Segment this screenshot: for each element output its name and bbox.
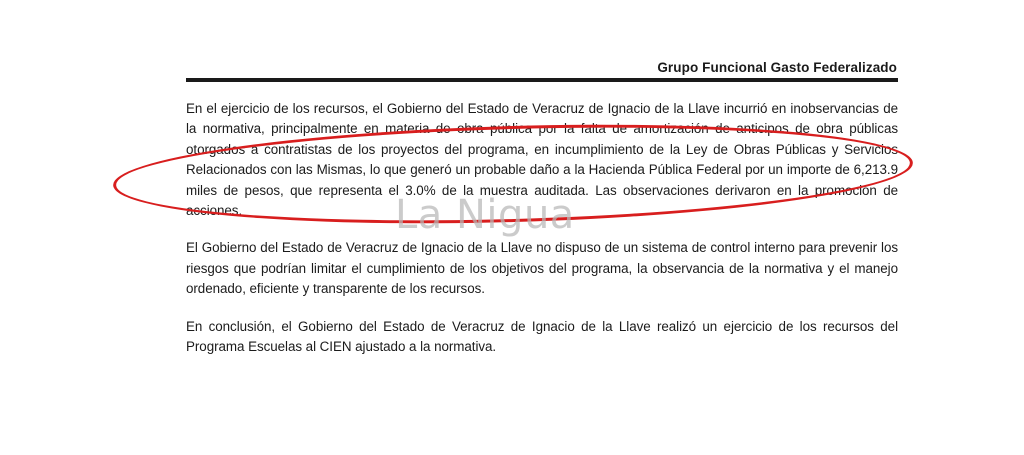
- paragraph-2: El Gobierno del Estado de Veracruz de Ignacio de la Llave no dispuso de un sistema de control interno para prevenir los riesgos que podrían limitar el cumplimiento de los objetivos del programa, la observancia de la normativa y el manejo ordenado, eficiente y transparente de los recursos.: [186, 240, 898, 297]
- paragraph-1: En el ejercicio de los recursos, el Gobierno del Estado de Veracruz de Ignacio de la Llave incurrió en inobservancias de la normativa, principalmente en materia de obra pública por la falta de amortización de anticipos de obra públicas otorgados a contratistas de los proyectos del programa, en incumplimiento de la Ley de Obras Públicas y Servicios Relacionados con las Mismas, lo que generó un probable daño a la Hacienda Pública Federal por un importe de 6,213.9 miles de pesos, que representa el 3.0% de la muestra auditada. Las observaciones derivaron en la promoción de acciones.: [186, 101, 898, 219]
- paragraph-3: En conclusión, el Gobierno del Estado de Veracruz de Ignacio de la Llave realizó un ejercicio de los recursos del Programa Escuelas al CIEN ajustado a la normativa.: [186, 318, 898, 355]
- header-divider-rule: [186, 78, 898, 82]
- watermark-text: La Nigua: [395, 192, 575, 238]
- page-header-title: Grupo Funcional Gasto Federalizado: [657, 60, 897, 75]
- document-body: [186, 60, 898, 357]
